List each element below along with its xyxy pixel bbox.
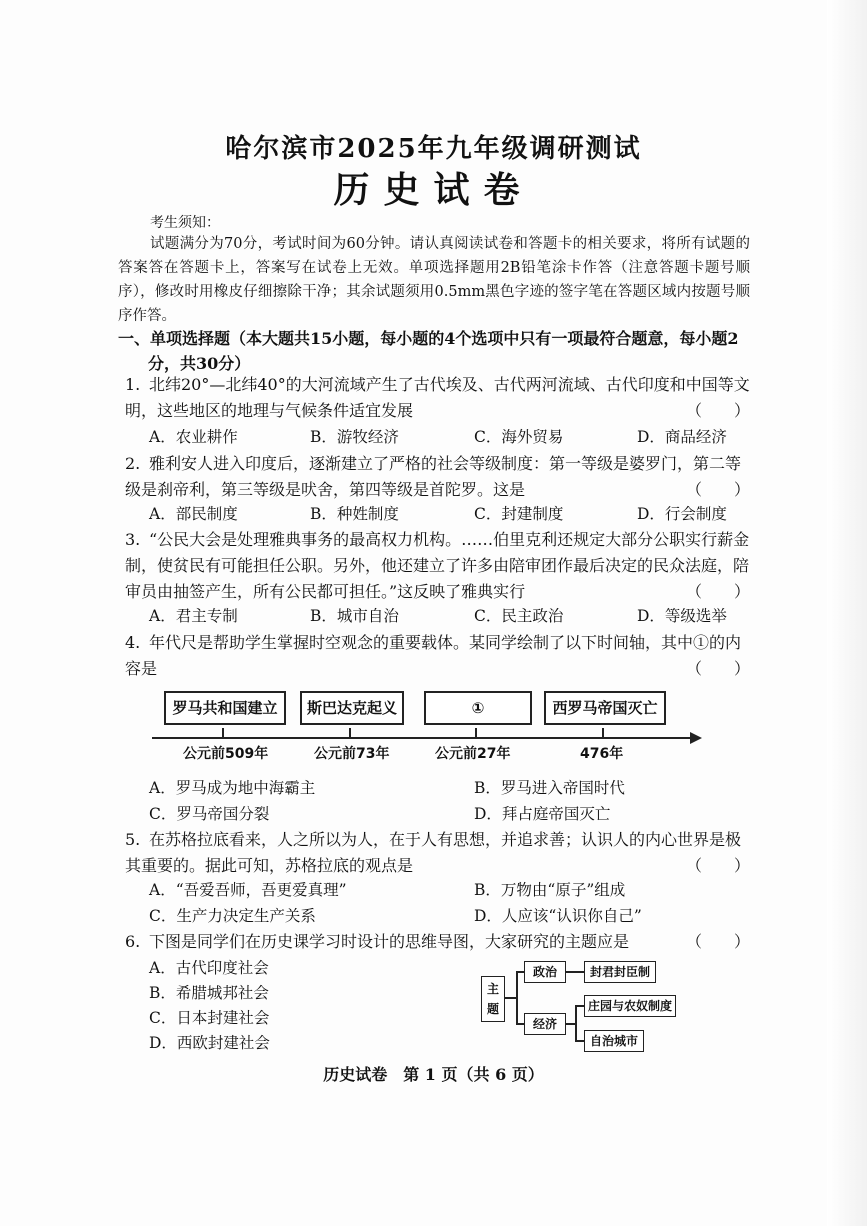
- timeline-tick: [222, 728, 224, 738]
- mindmap-leaf: 自治城市: [584, 1030, 644, 1052]
- q5-option-b: B．万物由“原子”组成: [474, 881, 626, 899]
- question-number: 6.: [125, 932, 141, 951]
- answer-bracket: （ ）: [685, 401, 750, 420]
- question-number: 4.: [125, 633, 141, 652]
- answer-bracket: （ ）: [685, 932, 750, 951]
- question-number: 3.: [125, 530, 141, 549]
- timeline-tick: [602, 728, 604, 738]
- q5-option-a: A．“吾爱吾师，吾更爱真理”: [149, 881, 347, 899]
- question-stem: 雅利安人进入印度后，逐渐建立了严格的社会等级制度：第一等级是婆罗门，第二等级是刹帝利，第三等级是吠舍，第四等级是首陀罗。这是: [125, 454, 742, 499]
- answer-bracket: （ ）: [685, 480, 750, 499]
- q3-option-a: A．君主专制: [149, 607, 238, 625]
- page-footer: 历史试卷 第 1 页（共 6 页）: [323, 1065, 544, 1084]
- mindmap-connector: [575, 1005, 577, 1040]
- timeline-blank-box: ①: [424, 691, 532, 725]
- answer-bracket: （ ）: [685, 856, 750, 875]
- q6-option-c: C．日本封建社会: [149, 1009, 270, 1027]
- timeline-axis: [152, 737, 692, 739]
- q6-option-d: D．西欧封建社会: [149, 1034, 270, 1052]
- timeline-date: 公元前73年: [314, 746, 390, 762]
- timeline-event-box: 罗马共和国建立: [164, 691, 286, 725]
- q3-option-b: B．城市自治: [310, 607, 399, 625]
- timeline-date: 公元前27年: [435, 746, 511, 762]
- q3-option-d: D．等级选举: [637, 607, 727, 625]
- q3-option-c: C．民主政治: [474, 607, 564, 625]
- question-1: [125, 372, 750, 424]
- timeline-arrow-icon: [690, 732, 702, 744]
- section-heading-line1: 一、单项选择题（本大题共15小题，每小题的4个选项中只有一项最符合题意，每小题2: [118, 329, 739, 348]
- timeline-tick: [475, 728, 477, 738]
- mindmap-branch-economy: 经济: [524, 1013, 566, 1035]
- timeline-event-box: 西罗马帝国灭亡: [544, 691, 666, 725]
- mindmap-connector: [575, 1005, 584, 1007]
- notice-label: 考生须知：: [150, 215, 220, 231]
- question-3: [125, 527, 750, 605]
- mindmap-root: 主题: [481, 976, 505, 1022]
- timeline-date: 公元前509年: [183, 746, 269, 762]
- q2-option-a: A．部民制度: [149, 505, 238, 523]
- q1-option-b: B．游牧经济: [310, 428, 399, 446]
- notice-text: 试题满分为70分，考试时间为60分钟。请认真阅读试卷和答题卡的相关要求，将所有试题的答案答在答题卡上，答案写在试卷上无效。单项选择题用2B铅笔涂卡作答（注意答题卡题号顺序），修改时用橡皮仔细擦除干净；其余试题须用0.5mm黑色字迹的签字笔在答题区域内按题号顺序作答。: [118, 236, 750, 324]
- q2-option-d: D．行会制度: [637, 505, 727, 523]
- mindmap-connector: [516, 971, 518, 1024]
- mindmap-branch-politics: 政治: [524, 961, 566, 983]
- q5-option-d: D．人应该“认识你自己”: [474, 907, 642, 925]
- q6-option-a: A．古代印度社会: [149, 959, 269, 977]
- question-2: [125, 451, 750, 503]
- question-stem: 北纬20°—北纬40°的大河流域产生了古代埃及、古代两河流域、古代印度和中国等文明，这些地区的地理与气候条件适宜发展: [125, 375, 750, 420]
- question-number: 5.: [125, 830, 141, 849]
- q4-option-b: B．罗马进入帝国时代: [474, 779, 625, 797]
- question-number: 2.: [125, 454, 141, 473]
- exam-title: 哈尔滨市2025年九年级调研测试: [225, 134, 642, 164]
- question-stem: 在苏格拉底看来，人之所以为人，在于人有思想，并追求善；认识人的内心世界是极其重要的。据此可知，苏格拉底的观点是: [125, 830, 742, 875]
- timeline-tick: [349, 728, 351, 738]
- mindmap-leaf: 封君封臣制: [584, 961, 656, 983]
- answer-bracket: （ ）: [685, 659, 750, 678]
- q4-option-c: C．罗马帝国分裂: [149, 805, 270, 823]
- q1-option-a: A．农业耕作: [149, 428, 238, 446]
- q1-option-c: C．海外贸易: [474, 428, 564, 446]
- section-heading: [118, 326, 750, 376]
- question-stem: 年代尺是帮助学生掌握时空观念的重要载体。某同学绘制了以下时间轴，其中①的内容是: [125, 633, 742, 678]
- mindmap-leaf: 庄园与农奴制度: [584, 995, 676, 1017]
- q6-option-b: B．希腊城邦社会: [149, 984, 269, 1002]
- q2-option-b: B．种姓制度: [310, 505, 399, 523]
- q2-option-c: C．封建制度: [474, 505, 564, 523]
- question-5: [125, 827, 750, 879]
- q5-option-c: C．生产力决定生产关系: [149, 907, 316, 925]
- exam-subject-title: 历史试卷: [333, 169, 534, 211]
- mindmap-connector: [566, 971, 584, 973]
- section-heading-line2: 分，共30分）: [148, 354, 251, 373]
- answer-bracket: （ ）: [685, 582, 750, 601]
- timeline-date: 476年: [580, 746, 624, 762]
- mindmap-connector: [575, 1040, 584, 1042]
- question-stem: 下图是同学们在历史课学习时设计的思维导图，大家研究的主题应是: [149, 932, 630, 951]
- timeline-event-box: 斯巴达克起义: [300, 691, 404, 725]
- question-6: [125, 929, 750, 955]
- question-4: [125, 630, 750, 682]
- q4-option-d: D．拜占庭帝国灭亡: [474, 805, 611, 823]
- q4-option-a: A．罗马成为地中海霸主: [149, 779, 316, 797]
- question-stem: “公民大会是处理雅典事务的最高权力机构。……伯里克利还规定大部分公职实行薪金制，使贫民有可能担任公职。另外，他还建立了许多由陪审团作最后决定的民众法庭，陪审员由抽签产生，所有公民都可担任。”这反映了雅典实行: [125, 530, 750, 601]
- question-number: 1.: [125, 375, 141, 394]
- q1-option-d: D．商品经济: [637, 428, 727, 446]
